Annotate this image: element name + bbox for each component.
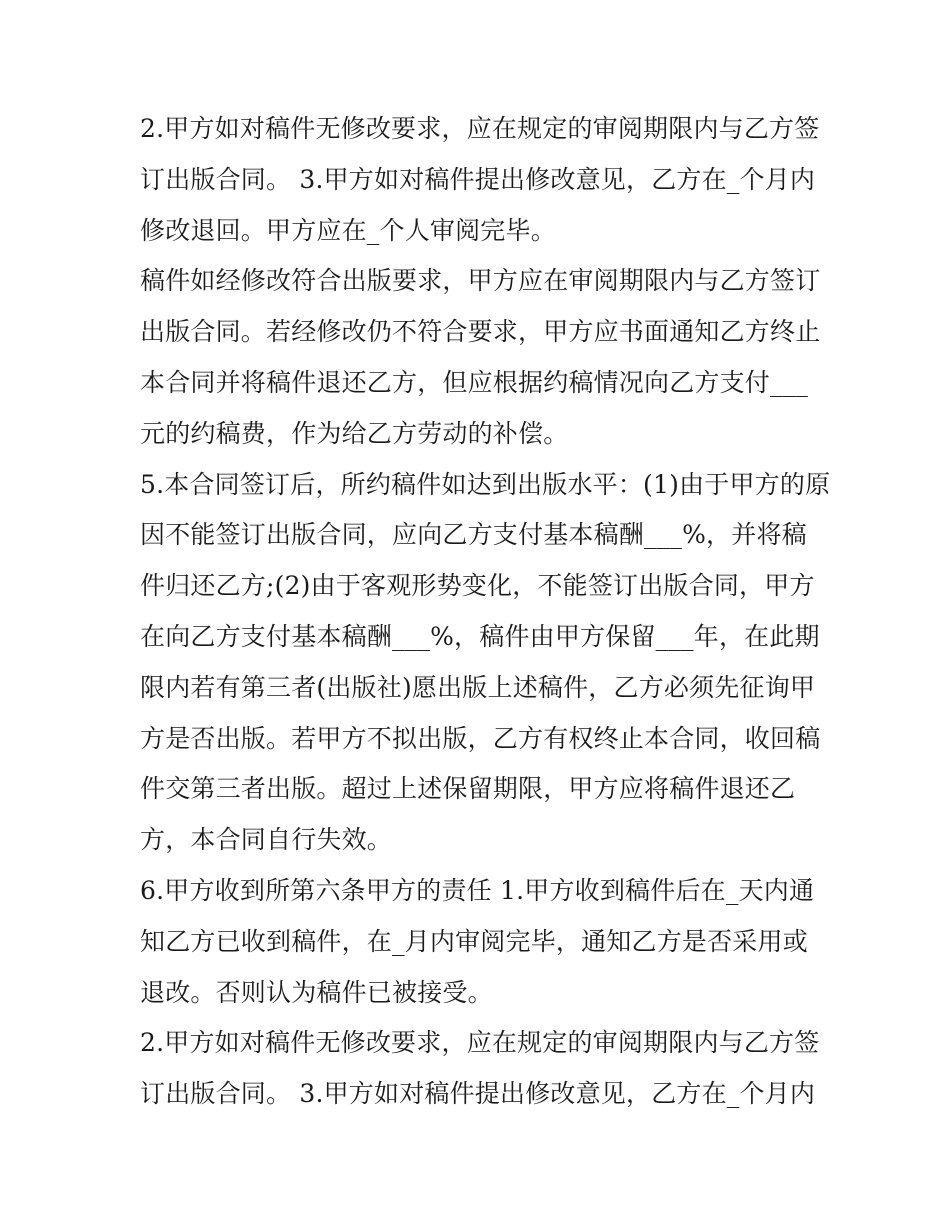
text-line: 订出版合同。 3.甲方如对稿件提出修改意见，乙方在_个月内 (140, 1079, 816, 1109)
text-line: 2.甲方如对稿件无修改要求，应在规定的审阅期限内与乙方签 (140, 1028, 820, 1058)
text-line: 件归还乙方;(2)由于客观形势变化，不能签订出版合同，甲方 (140, 571, 815, 601)
text-line: 修改退回。甲方应在_个人审阅完毕。 (140, 215, 556, 245)
text-line: 6.甲方收到所第六条甲方的责任 1.甲方收到稿件后在_天内通 (140, 875, 815, 905)
paragraph-4 (140, 866, 815, 1018)
document-body (140, 104, 831, 1120)
text-line: 退改。否则认为稿件已被接受。 (140, 977, 493, 1007)
text-line: 出版合同。若经修改仍不符合要求，甲方应书面通知乙方终止 (140, 317, 821, 347)
text-line: 在向乙方支付基本稿酬___%，稿件由甲方保留___年，在此期 (140, 621, 820, 651)
paragraph-3 (140, 460, 831, 866)
text-line: 2.甲方如对稿件无修改要求，应在规定的审阅期限内与乙方签 (140, 114, 820, 143)
text-line: 方是否出版。若甲方不拟出版，乙方有权终止本合同，收回稿 (140, 723, 821, 753)
text-line: 元的约稿费，作为给乙方劳动的补偿。 (140, 418, 569, 448)
text-line: 5.本合同签订后，所约稿件如达到出版水平：(1)由于甲方的原 (140, 469, 831, 499)
text-line: 本合同并将稿件退还乙方，但应根据约稿情况向乙方支付___ (140, 367, 809, 397)
text-line: 方，本合同自行失效。 (140, 825, 393, 855)
text-line: 限内若有第三者(出版社)愿出版上述稿件，乙方必须先征询甲 (140, 672, 816, 702)
paragraph-5 (140, 1018, 820, 1120)
paragraph-2 (140, 256, 821, 459)
text-line: 因不能签订出版合同，应向乙方支付基本稿酬___%，并将稿 (140, 520, 807, 550)
text-line: 订出版合同。 3.甲方如对稿件提出修改意见，乙方在_个月内 (140, 164, 816, 194)
text-line: 件交第三者出版。超过上述保留期限，甲方应将稿件退还乙 (140, 774, 796, 804)
text-line: 稿件如经修改符合出版要求，甲方应在审阅期限内与乙方签订 (140, 266, 821, 296)
text-line: 知乙方已收到稿件，在_月内审阅完毕，通知乙方是否采用或 (140, 926, 808, 956)
paragraph-1 (140, 104, 820, 256)
